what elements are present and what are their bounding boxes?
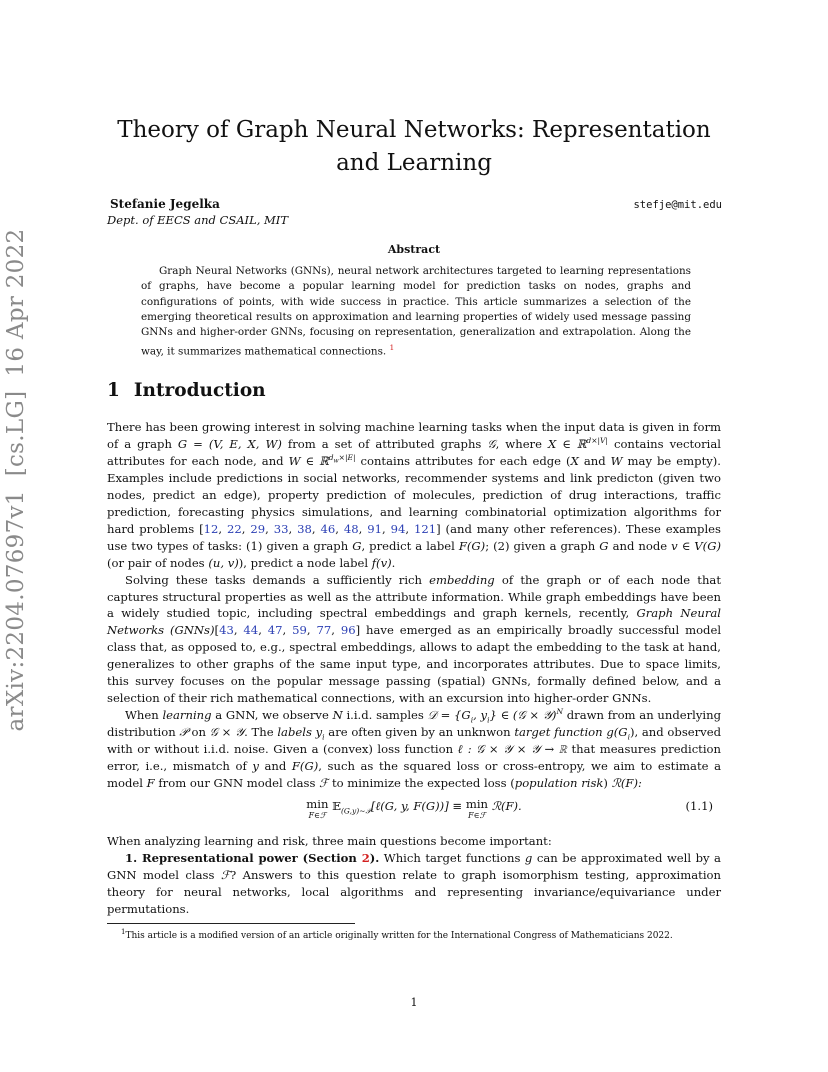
text-run: i.i.d. samples (342, 708, 428, 723)
emphasis: labels (277, 725, 312, 740)
text-run: may be empty). Examples include predictions in social networks, recommender systems and link predicton (given two nodes, predict an edge), property prediction of molecules, prediction of drug interactions, traffic prediction, forecasting physics simulations, and learning combinatorial optimization algorithms for hard problems [ (107, 453, 721, 536)
text-run: ) (603, 776, 608, 791)
citation-link[interactable]: 94 (390, 521, 406, 536)
text-run: are often given by an unknwon (324, 725, 515, 740)
eq-min-left (306, 798, 328, 822)
math-fclass: ℱ (220, 867, 230, 882)
math-dataset-sup: N (556, 707, 564, 717)
math-dataset-y: , y (473, 708, 488, 723)
citation-link[interactable]: 29 (250, 521, 266, 536)
text-run: (or pair of nodes (107, 555, 209, 570)
citation-link[interactable]: 43 (219, 623, 234, 638)
math-g-target: g (524, 850, 533, 865)
text-run: . (391, 555, 396, 570)
text-run: from our GNN model class (154, 776, 320, 791)
math-dataset (427, 707, 564, 725)
math-graph: G = (V, E, X, W) (177, 436, 282, 451)
text-run: [ (214, 623, 220, 638)
text-run: ] (and many other references). These examples use two types of tasks: (1) given a graph (107, 521, 721, 553)
citation-link[interactable]: 47 (267, 623, 283, 638)
math-fg: F(G) (458, 538, 486, 553)
emphasis: Graph Neural Networks (GNNs) (107, 606, 721, 638)
math-gy: 𝒢 × 𝒴 (209, 725, 245, 740)
text-run: and (578, 453, 611, 468)
equation-number: (1.1) (685, 798, 713, 813)
citation-link[interactable]: 33 (273, 521, 289, 536)
math-fclass: ℱ (319, 776, 329, 791)
citation-link[interactable]: 48 (343, 521, 359, 536)
emphasis: learning (162, 708, 212, 723)
math-g-gi: g(G (606, 725, 628, 740)
math-fg: F(G) (291, 759, 319, 774)
text-run: contains vectorial attributes for each node, and (107, 436, 721, 468)
arxiv-id: arXiv:2204.07697v1 (3, 490, 29, 732)
abstract-text: Graph Neural Networks (GNNs), neural network architectures targeted to learning representations of graphs, have become a popular learning model for prediction tasks on nodes, graphs and configurations of points, with wide success in practice. This article summarizes a selection of the emerging theoretical results on approximation and learning properties of widely used message passing GNNs and higher-order GNNs, focusing on representation, generalization and extrapolation. Along the way, it summarizes mathematical connections. (141, 265, 691, 358)
section-ref-link[interactable]: 2 (361, 850, 370, 865)
text-run: from a set of attributed graphs (281, 436, 488, 451)
text-run: drawn from an underlying distribution (107, 708, 722, 740)
section-body (107, 419, 721, 918)
eq-min-under: F∈ℱ (468, 810, 486, 820)
text-run: ] have emerged as an empirically broadly successful model class that, as opposed to, e.g., spectral embeddings, allows to adapt the embedding to the task at hand, generalizes to other graphs of the same input type, and incorporates attributes. Due to space limits, this survey focuses on the popular message passing (spatial) GNNs, formally defined below, and a selection of their rich mathematical connections, with an excursion into higher-order GNNs. (107, 623, 722, 706)
math-yi: y (315, 725, 323, 740)
math-w-sup-e: ×|E| (338, 453, 356, 463)
text-run: When (125, 708, 163, 723)
emphasis: target function (514, 725, 603, 740)
math-p: 𝒫 (179, 725, 188, 740)
footnote-mark: 1 (121, 928, 126, 936)
text-run: contains attributes for each edge ( (355, 453, 571, 468)
section-heading (107, 380, 266, 401)
arxiv-stamp (3, 222, 29, 739)
text-run: ), predict a node label (238, 555, 372, 570)
eq-min-op: min (465, 796, 488, 811)
paragraph-2: Solving these tasks demands a sufficiently rich embedding of the graph or of each node that captures structural properties as well as the attribute information. While graph embeddings have been a widely studied topic, including spectral embeddings and graph kernels, recently, Graph Neural Networks (GNNs)[43, 44, 47, 59, 77, 96] have emerged as an empirically broadly successful model class that, as opposed to, e.g., spectral embeddings, allows to adapt the embedding to the task at hand, generalizes to other graphs of the same input type, and incorporates attributes. Due to space limits, this survey focuses on the popular message passing (spatial) GNNs, formally defined below, and a selection of their rich mathematical connections, with an excursion into higher-order GNNs. (107, 572, 722, 706)
footnote-rule (107, 923, 355, 924)
math-g: G (599, 538, 609, 553)
citation-link[interactable]: 12 (203, 521, 219, 536)
author-name: Stefanie Jegelka (110, 197, 220, 211)
math-f: F (146, 776, 155, 791)
text-run: There has been growing interest in solving machine learning tasks when the input data is given in form of a graph (107, 420, 721, 451)
text-run: can be approximated well by a GNN model class (107, 850, 721, 882)
text-run: on (187, 725, 210, 740)
arxiv-category: [cs.LG] (3, 390, 29, 477)
math-dataset-idx: i (470, 715, 474, 725)
equation-1-1 (107, 794, 721, 830)
math-xv: X (570, 453, 579, 468)
page-number: 1 (410, 996, 418, 1009)
math-w-sup-d: d (328, 453, 334, 463)
abstract-body (141, 264, 691, 360)
footnote (121, 928, 673, 941)
citation-link[interactable]: 91 (367, 521, 382, 536)
math-graphset: 𝒢 (487, 436, 496, 451)
math-y: y (252, 759, 259, 774)
paragraph-1: There has been growing interest in solving machine learning tasks when the input data is given in form of a graph G = (V, E, X, W) from a set of attributed graphs 𝒢, where X ∈ ℝ$^{d\times|V|}$ contains vectorial attributes for each node, and W ∈ ℝ$^{d_w\times|E|}$ contains attributes for each edge (X and W may be empty). Examples include predictions in social networks, recommender systems and link predicton (given two nodes, predict an edge), property prediction of molecules, prediction of drug interactions, traffic prediction, forecasting physics simulations, and learning combinatorial optimization algorithms for hard problems [12, 22, 29, 33, 38, 46, 48, 91, 94, 121] (and many other references). These examples use two types of tasks: (1) given a graph G, predict a label F(G); (2) given a graph G and node v ∈ V(G) (or pair of nodes (u, v)), predict a node label f(v). (107, 420, 721, 570)
math-dataset-open: 𝒟 = {G (427, 708, 471, 723)
text-run: of the graph or of each node that captures structural properties as well as the attribute information. While graph embeddings have been a widely studied topic, including spectral embeddings and graph kernels, recently, (107, 572, 721, 621)
citation-link[interactable]: 44 (243, 623, 259, 638)
arxiv-date: 16 Apr 2022 (3, 228, 29, 377)
text-run: . The (244, 725, 278, 740)
emphasis: embedding (429, 572, 495, 587)
text-run: , such as the squared loss or cross-entropy, we aim to estimate a model (107, 759, 721, 791)
text-run: that measures prediction error, i.e., mismatch of (107, 742, 721, 774)
math-g-gi-sub: i (627, 732, 630, 742)
text-run: , predict a label (361, 538, 459, 553)
citation-link[interactable]: 46 (320, 521, 336, 536)
abstract-heading: Abstract (387, 243, 441, 256)
item-heading-close: ). (369, 850, 380, 865)
text-run: , and observed with or without i.i.d. noise. Given a (convex) loss function (107, 725, 721, 757)
paragraph-4: When analyzing learning and risk, three main questions become important: (107, 833, 552, 848)
text-run: a GNN, we observe (211, 708, 333, 723)
text-run: Solving these tasks demands a sufficiently rich (125, 572, 430, 587)
paper-title: Theory of Graph Neural Networks: Representation and Learning (117, 117, 711, 176)
eq-min-under: F∈ℱ (308, 810, 327, 820)
footnote-marker[interactable]: 1 (389, 343, 395, 353)
math-w-sup (328, 453, 356, 465)
author-email[interactable]: stefje@mit.edu (633, 199, 722, 211)
item-heading (125, 851, 379, 865)
equation-body (107, 798, 721, 822)
eq-min-right (466, 798, 488, 822)
eq-min-op: min (306, 796, 329, 811)
text-run: ? Answers to this question relate to graph isomorphism testing, approximation theory for neural networks, local algorithms and representing invariance/equivariance under permutations. (107, 867, 721, 916)
math-yi-sub: i (322, 732, 325, 742)
citation-link[interactable]: 38 (297, 521, 312, 536)
text-run: and (258, 759, 292, 774)
eq-loss-term: [ℓ(G, y, F(G))] ≡ (370, 798, 463, 813)
section-title: Introduction (133, 380, 266, 401)
math-x-sup: d×|V| (586, 436, 608, 446)
math-risk: ℛ(F): (611, 776, 642, 791)
paragraph-5 (107, 850, 721, 918)
math-x: X ∈ ℝ (547, 436, 587, 451)
text-run: ; (2) given a graph (485, 538, 600, 553)
text-run: Which target functions (379, 850, 525, 865)
math-v: v ∈ V(G) (671, 538, 721, 553)
item-heading-text: 1. Representational power (Section (125, 850, 362, 865)
math-fv: f(v) (371, 555, 392, 570)
math-dataset-idx: i (487, 715, 490, 725)
text-run: and node (608, 538, 672, 553)
emphasis: population risk (514, 776, 604, 791)
math-w-sub: w (333, 457, 339, 465)
math-dataset-close: } ∈ (𝒢 × 𝒴) (489, 708, 557, 723)
math-wv: W (610, 453, 623, 468)
author-affiliation: Dept. of EECS and CSAIL, MIT (107, 213, 289, 227)
math-uv: (u, v) (208, 555, 239, 570)
footnote-text: This article is a modified version of an article originally written for the International Congress of Mathematicians 2022. (125, 931, 673, 941)
citation-link[interactable]: 96 (340, 623, 356, 638)
citation-link[interactable]: 22 (226, 521, 242, 536)
citation-link[interactable]: 59 (292, 623, 307, 638)
text-run: to minimize the expected loss ( (328, 776, 515, 791)
citation-link[interactable]: 77 (316, 623, 332, 638)
eq-expectation: 𝔼 (332, 798, 341, 813)
eq-risk-term: ℛ(F). (491, 798, 522, 813)
section-number: 1 (107, 380, 120, 401)
math-n: N (332, 708, 343, 723)
math-g: G (352, 538, 362, 553)
math-loss: ℓ : 𝒢 × 𝒴 × 𝒴 → ℝ (457, 742, 567, 757)
math-w: W ∈ ℝ (288, 453, 329, 468)
text-run: , where (495, 436, 548, 451)
paragraph-3: When learning a GNN, we observe N i.i.d. samples 𝒟 = {$G_i$, $y_i$} ∈ (𝒢 × 𝒴)$^N$ drawn from an underlying distribution 𝒫 on 𝒢 × 𝒴. The labels $y_i$ are often given by an unknwon target function $g(G_i)$, and observed with or without i.i.d. noise. Given a (convex) loss function ℓ : 𝒢 × 𝒴 × 𝒴 → ℝ that measures prediction error, i.e., mismatch of y and F(G), such as the squared loss or cross-entropy, we aim to estimate a model F from our GNN model class ℱ to minimize the expected loss (population risk) ℛ(F): (107, 707, 722, 791)
citation-link[interactable]: 121 (413, 521, 437, 536)
eq-expectation-sub: (G,y)∼𝒫 (340, 806, 371, 816)
